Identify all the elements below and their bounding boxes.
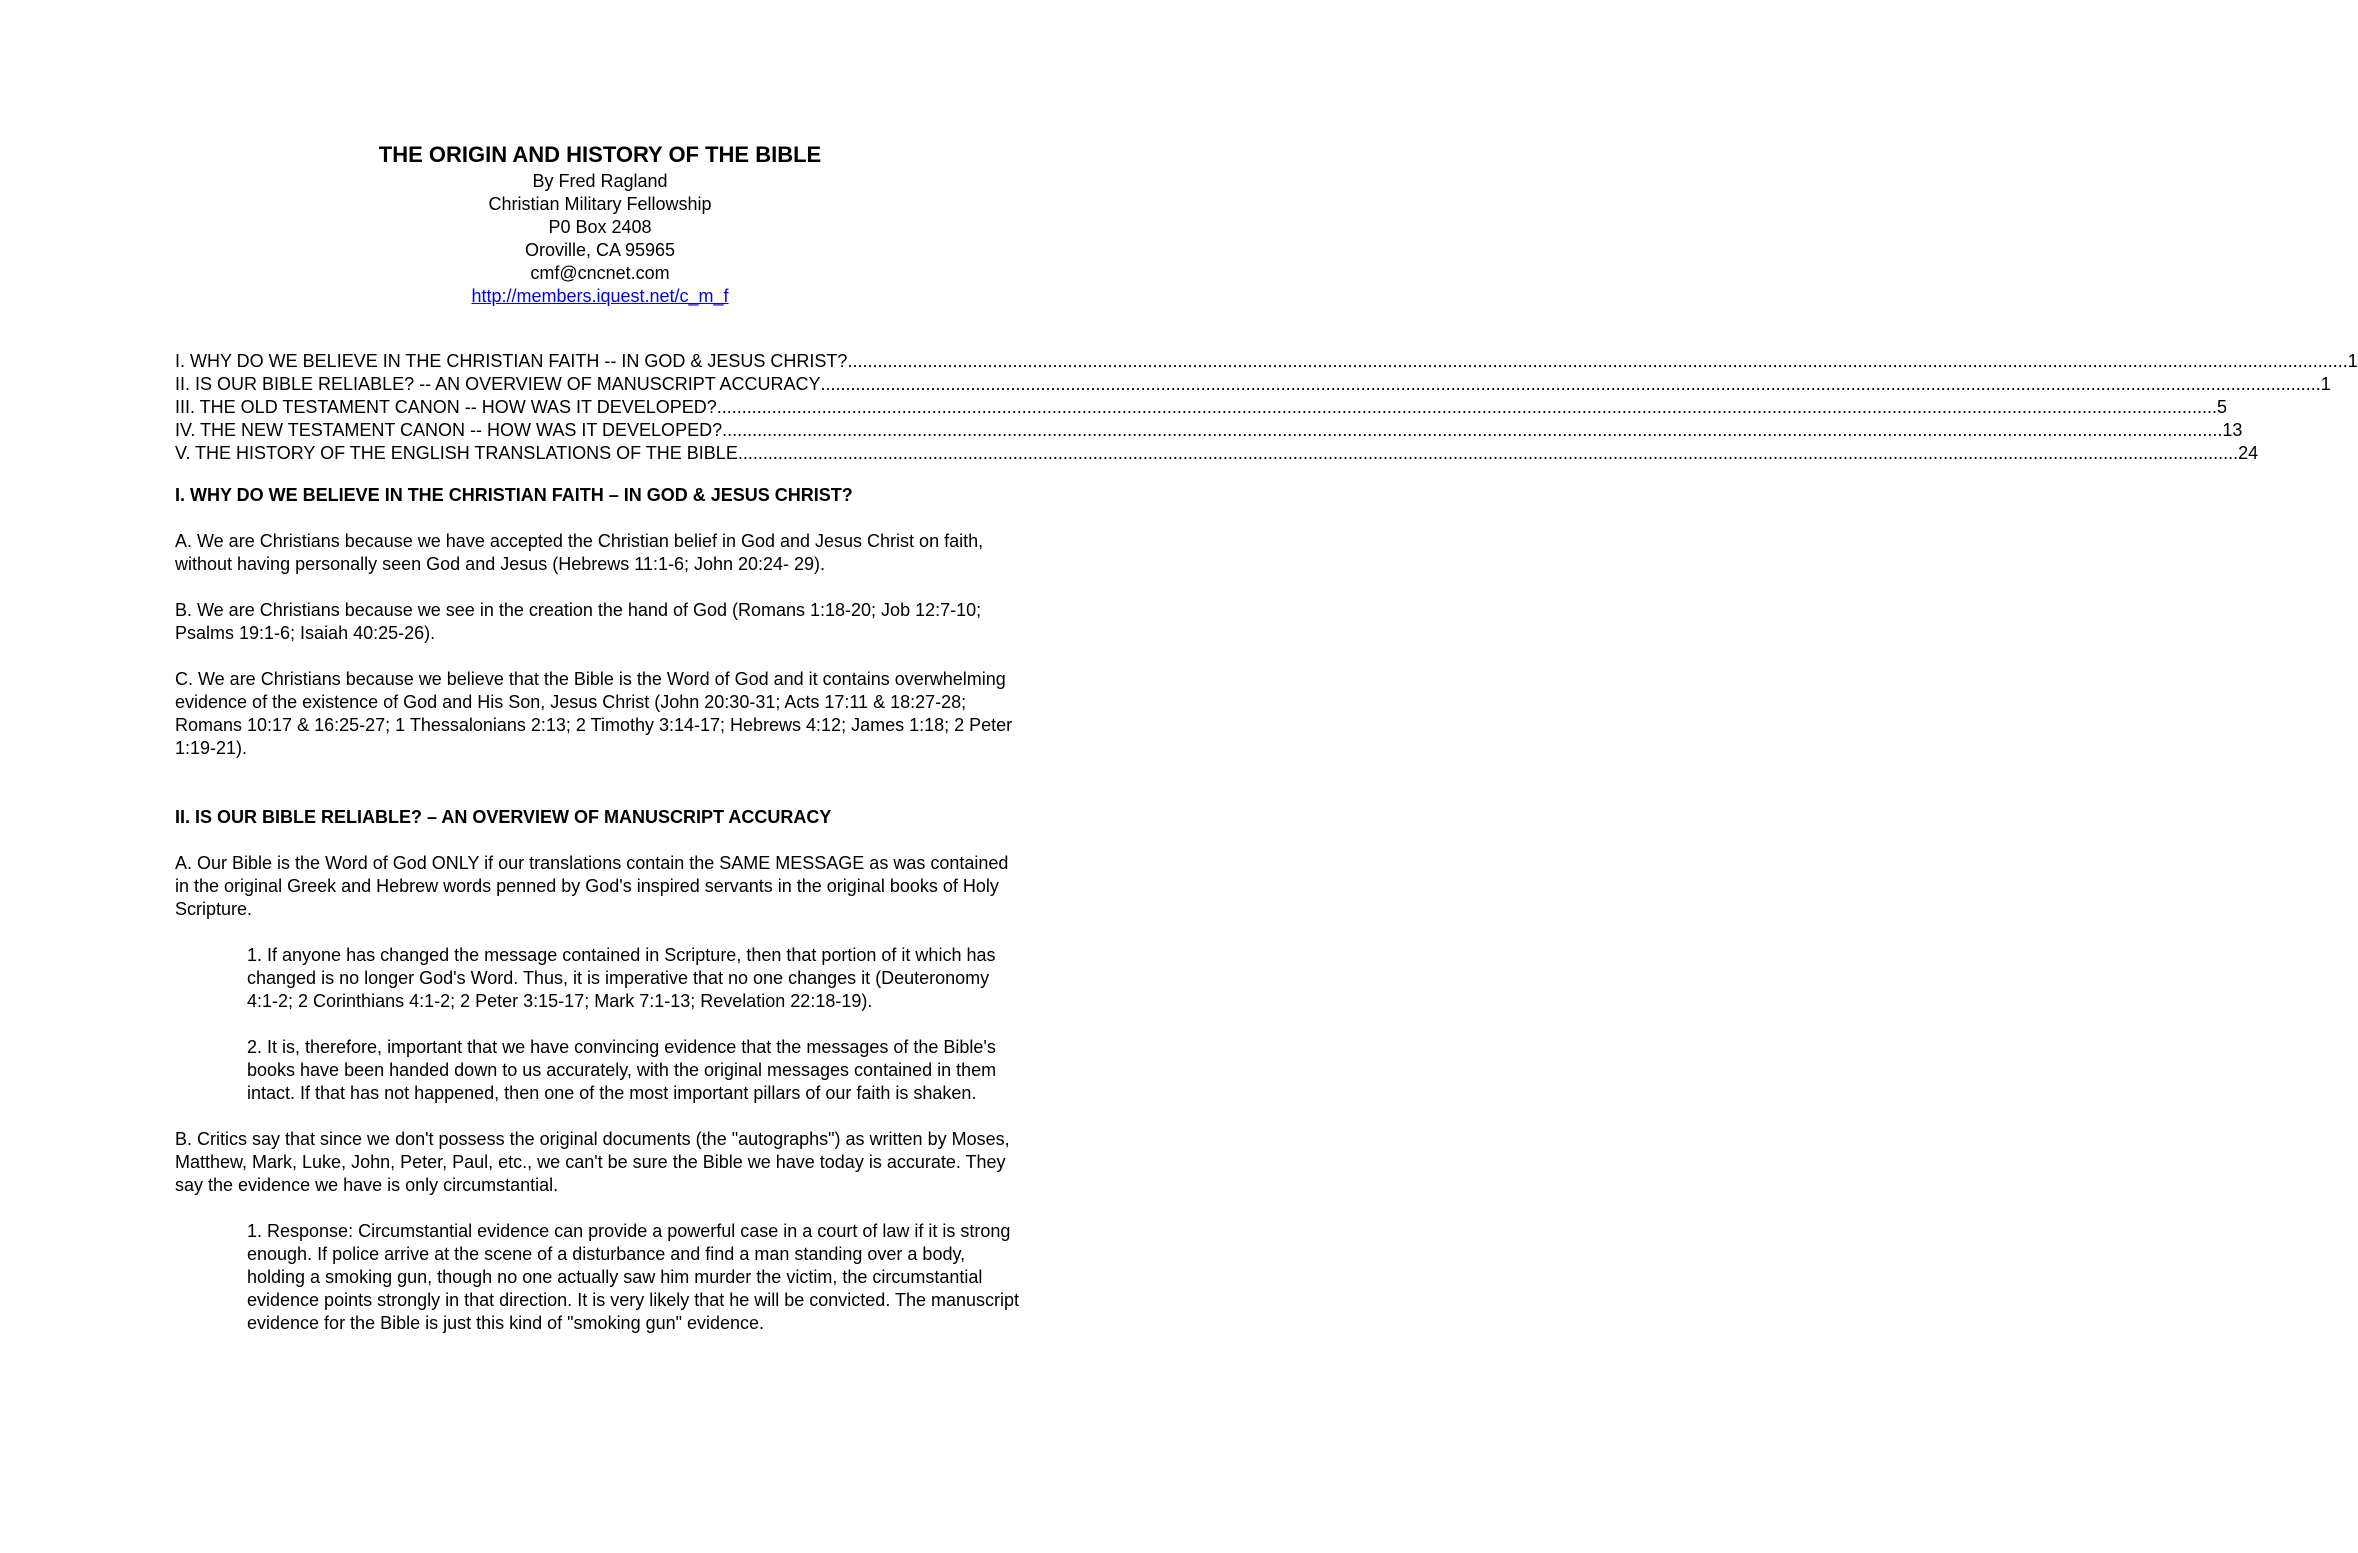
section-2-paragraph-b1: 1. Response: Circumstantial evidence can provide a powerful case in a court of law if it is strong enough. If police arrive at the scene of a disturbance and find a man standing over a body, holding a smoking gun, though no one actually saw him murder the victim, the circumstantial evidence points strongly in that direction. It is very likely that he will be convicted. The manuscript evidence for the Bible is just this kind of "smoking gun" evidence. [247,1221,1020,1333]
toc-entry-page: 1 [2347,351,2358,371]
toc-entry-title: IV. THE NEW TESTAMENT CANON -- HOW WAS IT DEVELOPED? [175,420,723,440]
document-title: THE ORIGIN AND HISTORY OF THE BIBLE [378,142,822,167]
toc-entry-title: V. THE HISTORY OF THE ENGLISH TRANSLATIONS OF THE BIBLE [175,443,738,463]
website-link[interactable]: http://members.iquest.net/c_m_f [471,286,729,306]
document-body [175,484,1025,1335]
toc-leader-dots: ............................................................................................................................................................................................................................................................................................................ [847,351,2348,371]
website-line [0,285,1200,308]
toc-leader-dots: ............................................................................................................................................................................................................................................................................................................ [737,443,2239,463]
toc-leader-dots: ............................................................................................................................................................................................................................................................................................................ [716,397,2218,417]
toc-leader-dots: ............................................................................................................................................................................................................................................................................................................ [820,374,2321,394]
toc-entry[interactable] [175,350,2358,373]
toc-entry-page: 5 [2217,397,2228,417]
contact-email: cmf@cncnet.com [530,263,670,283]
toc-entry[interactable] [175,396,2228,419]
toc-entry-page: 13 [2222,420,2243,440]
author-byline: By Fred Ragland [532,171,668,191]
section-1-paragraph-a: A. We are Christians because we have accepted the Christian belief in God and Jesus Christ on faith, without having personally seen God and Jesus (Hebrews 11:1-6; John 20:24- 29). [175,531,984,574]
section-2-paragraph-a: A. Our Bible is the Word of God ONLY if our translations contain the SAME MESSAGE as was contained in the original Greek and Hebrew words penned by God's inspired servants in the original books of Holy Scripture. [175,853,1009,919]
section-2-paragraph-b: B. Critics say that since we don't possess the original documents (the "autographs") as written by Moses, Matthew, Mark, Luke, John, Peter, Paul, etc., we can't be sure the Bible we have today is accurate. They say the evidence we have is only circumstantial. [175,1129,1010,1195]
toc-entry[interactable] [175,419,2243,442]
section-1-heading: I. WHY DO WE BELIEVE IN THE CHRISTIAN FAITH – IN GOD & JESUS CHRIST? [175,485,853,505]
document-header [0,140,1200,308]
address-line-1: P0 Box 2408 [548,217,652,237]
toc-entry-page: 24 [2238,443,2259,463]
toc-entry-title: III. THE OLD TESTAMENT CANON -- HOW WAS IT DEVELOPED? [175,397,717,417]
section-2-paragraph-a1: 1. If anyone has changed the message contained in Scripture, then that portion of it which has changed is no longer God's Word. Thus, it is imperative that no one changes it (Deuteronomy 4:1-2; 2 Corinthians 4:1-2; 2 Peter 3:15-17; Mark 7:1-13; Revelation 22:18-19). [247,945,996,1011]
table-of-contents [175,350,2358,465]
organization-name: Christian Military Fellowship [488,194,712,214]
address-line-2: Oroville, CA 95965 [524,240,676,260]
section-2-heading: II. IS OUR BIBLE RELIABLE? – AN OVERVIEW OF MANUSCRIPT ACCURACY [175,807,832,827]
section-1-paragraph-b: B. We are Christians because we see in the creation the hand of God (Romans 1:18-20; Job 12:7-10; Psalms 19:1-6; Isaiah 40:25-26). [175,600,982,643]
toc-entry-page: 1 [2320,374,2331,394]
toc-entry[interactable] [175,373,2331,396]
toc-entry[interactable] [175,442,2259,465]
section-2-paragraph-a2: 2. It is, therefore, important that we have convincing evidence that the messages of the Bible's books have been handed down to us accurately, with the original messages contained in them intact. If that has not happened, then one of the most important pillars of our faith is shaken. [247,1037,997,1103]
toc-entry-title: II. IS OUR BIBLE RELIABLE? -- AN OVERVIEW OF MANUSCRIPT ACCURACY [175,374,821,394]
toc-entry-title: I. WHY DO WE BELIEVE IN THE CHRISTIAN FAITH -- IN GOD & JESUS CHRIST? [175,351,848,371]
section-1-paragraph-c: C. We are Christians because we believe that the Bible is the Word of God and it contains overwhelming evidence of the existence of God and His Son, Jesus Christ (John 20:30-31; Acts 17:11 & 18:27-28; Romans 10:17 & 16:25-27; 1 Thessalonians 2:13; 2 Timothy 3:14-17; Hebrews 4:12; James 1:18; 2 Peter 1:19-21). [175,669,1013,758]
toc-leader-dots: ............................................................................................................................................................................................................................................................................................................ [722,420,2223,440]
